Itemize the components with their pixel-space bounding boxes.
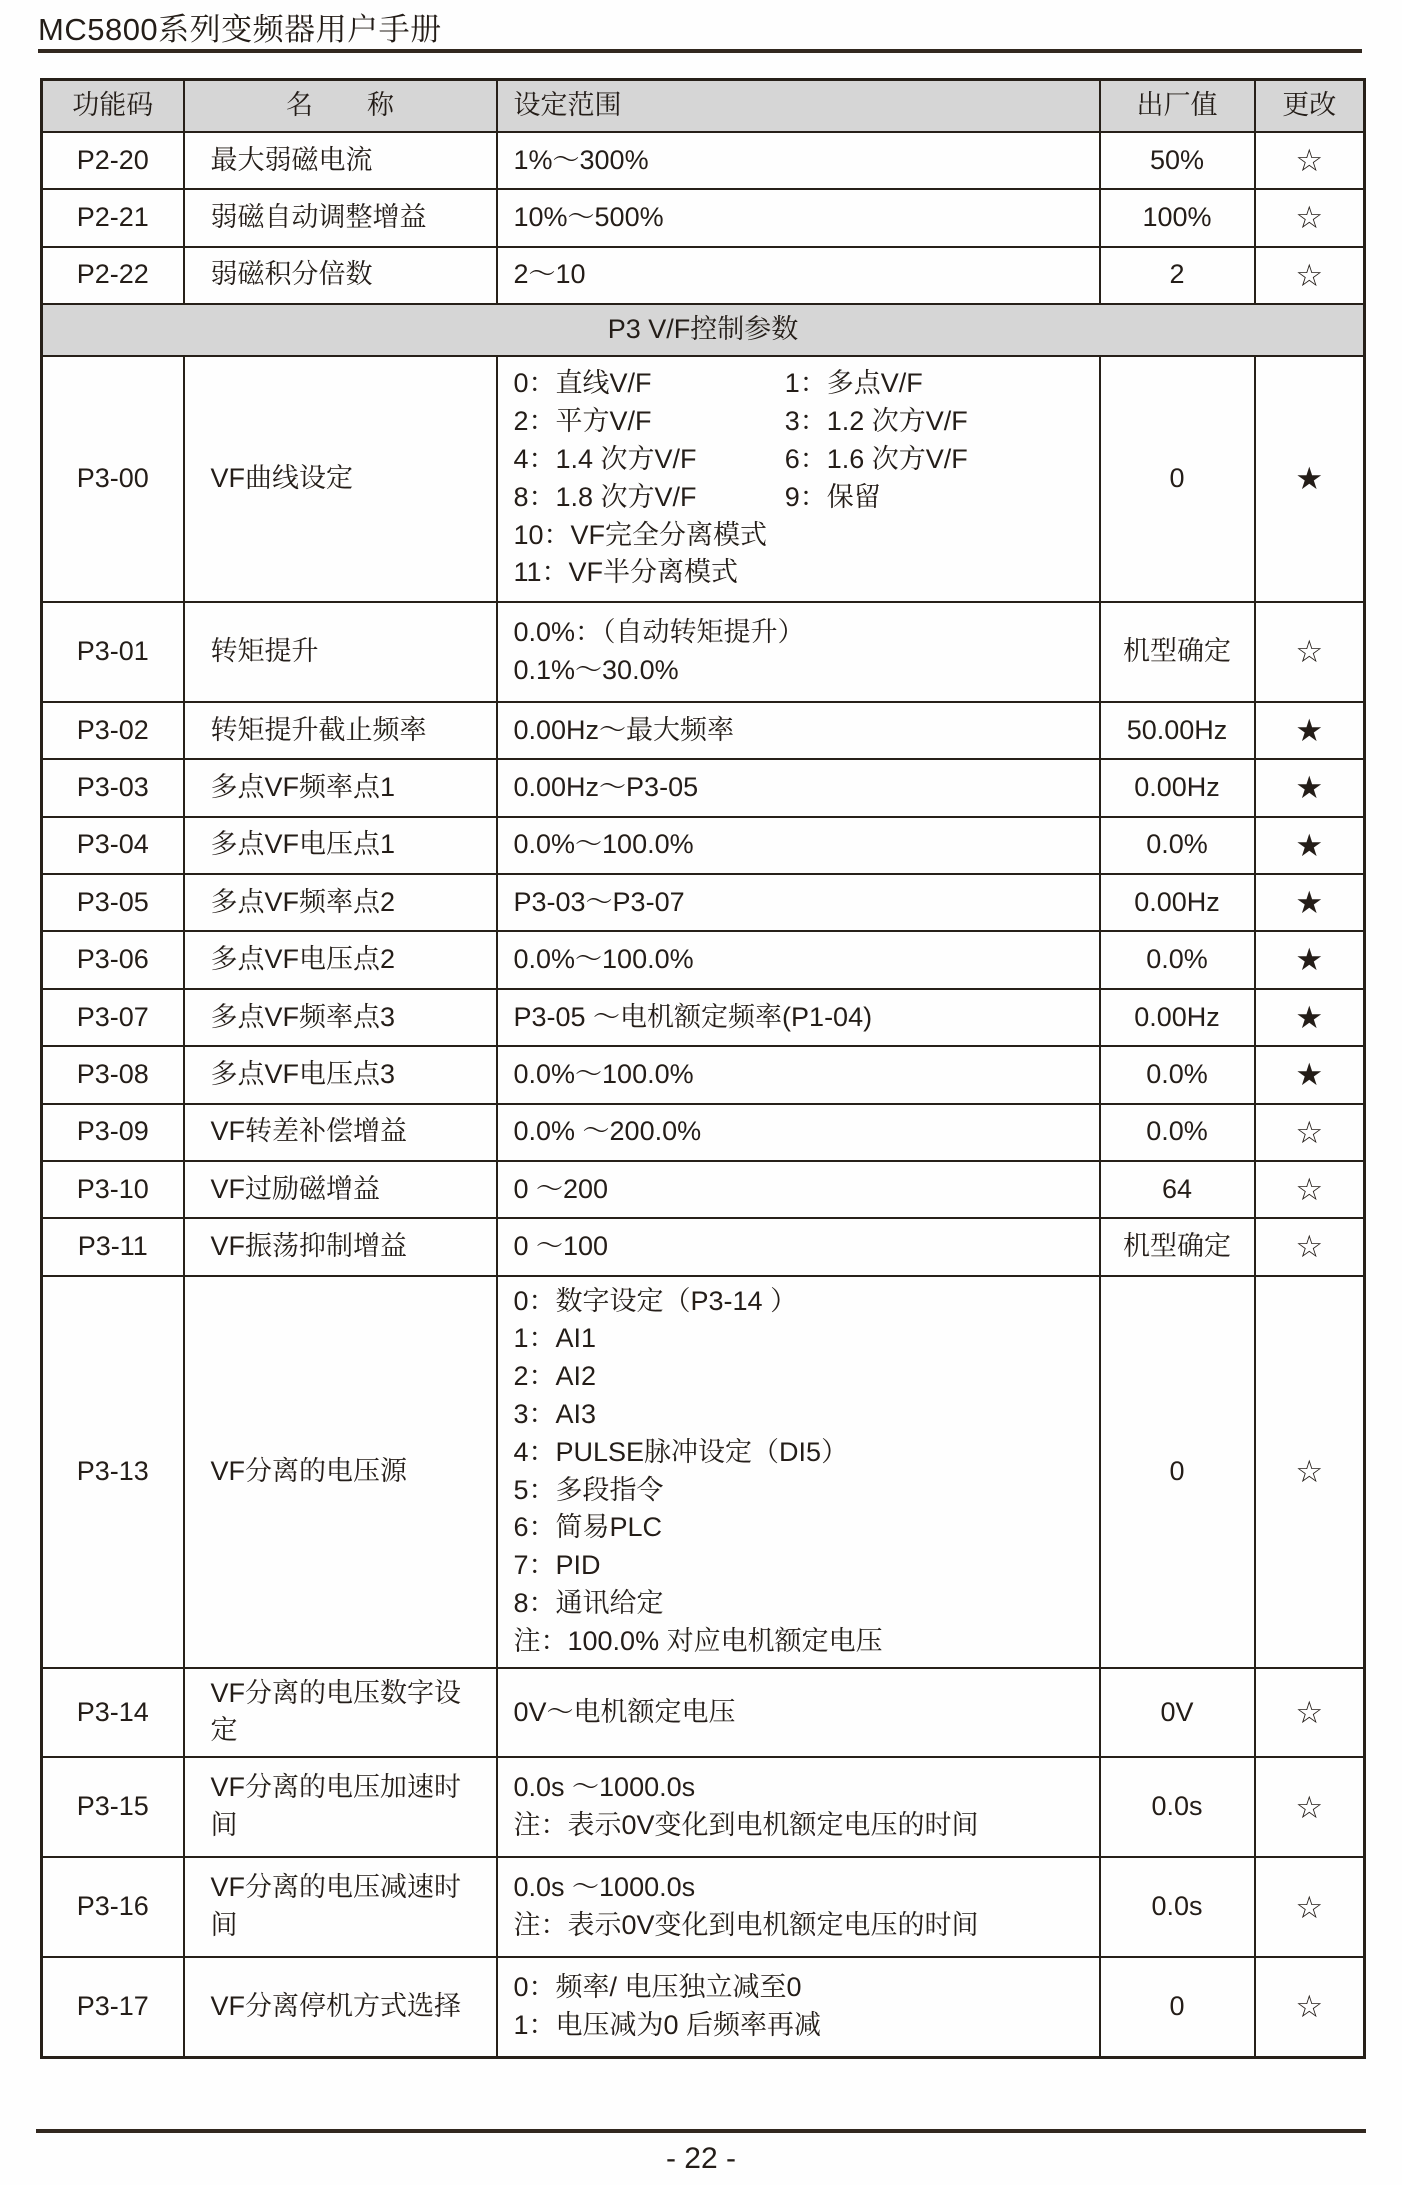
- param-code: P3-05: [42, 874, 184, 931]
- param-range: [497, 1046, 1100, 1103]
- range-line: 0.00Hz～最大频率: [513, 714, 735, 745]
- param-range: [497, 931, 1100, 988]
- range-line: 2：AI2: [513, 1361, 597, 1392]
- param-range: [497, 602, 1100, 702]
- param-name: 多点VF电压点2: [184, 931, 497, 988]
- range-line: 0.0%～100.0%: [513, 944, 694, 975]
- range-line: 8：通讯给定: [513, 1588, 664, 1619]
- range-line: 1：AI1: [513, 1323, 597, 1354]
- range-line: 0 ～100: [513, 1231, 609, 1262]
- param-name: 转矩提升截止频率: [184, 702, 497, 759]
- range-line: 0：频率/ 电压独立减至0: [513, 1972, 802, 2003]
- param-row-P3-16: [42, 1857, 1365, 1957]
- param-row-P3-06: [42, 931, 1365, 988]
- param-name: VF分离的电压加速时间: [184, 1757, 497, 1857]
- range-line: 5：多段指令: [513, 1474, 664, 1505]
- param-code: P3-15: [42, 1757, 184, 1857]
- param-default: 50%: [1100, 132, 1255, 189]
- param-change: ☆: [1255, 1218, 1365, 1275]
- param-row-P3-03: [42, 759, 1365, 816]
- param-name: 弱磁积分倍数: [184, 247, 497, 304]
- param-change: ☆: [1255, 247, 1365, 304]
- parameter-table: [40, 78, 1366, 2059]
- column-header-default: 出厂值: [1100, 80, 1255, 132]
- param-row-P3-14: [42, 1668, 1365, 1758]
- param-row-P2-22: [42, 247, 1365, 304]
- param-code: P3-17: [42, 1957, 184, 2057]
- param-range: [497, 1104, 1100, 1161]
- column-header-name: 名 称: [184, 80, 497, 132]
- param-row-P3-08: [42, 1046, 1365, 1103]
- range-line: 3：AI3: [513, 1399, 597, 1430]
- param-range: [497, 759, 1100, 816]
- range-line: 注：100.0% 对应电机额定电压: [513, 1625, 883, 1656]
- range-line: P3-05 ～电机额定频率(P1-04): [513, 1001, 873, 1032]
- param-change: ☆: [1255, 1161, 1365, 1218]
- param-row-P3-13: [42, 1276, 1365, 1668]
- param-code: P3-11: [42, 1218, 184, 1275]
- param-name: VF振荡抑制增益: [184, 1218, 497, 1275]
- param-change: ★: [1255, 1046, 1365, 1103]
- param-range: [497, 702, 1100, 759]
- range-option: 3：1.2 次方V/F: [784, 406, 968, 437]
- param-range: [497, 1161, 1100, 1218]
- param-change: ★: [1255, 817, 1365, 874]
- param-change: ★: [1255, 759, 1365, 816]
- param-change: ☆: [1255, 1857, 1365, 1957]
- range-line: [514, 441, 1091, 479]
- param-range: [497, 132, 1100, 189]
- param-row-P3-11: [42, 1218, 1365, 1275]
- range-line: P3-03～P3-07: [513, 886, 685, 917]
- param-row-P3-10: [42, 1161, 1365, 1218]
- param-default: 0V: [1100, 1668, 1255, 1758]
- param-default: 0: [1100, 1276, 1255, 1668]
- param-code: P3-04: [42, 817, 184, 874]
- range-line: 1%～300%: [513, 144, 649, 175]
- range-line: [514, 479, 1091, 517]
- param-change: ☆: [1255, 132, 1365, 189]
- param-range: [497, 1757, 1100, 1857]
- param-change: ☆: [1255, 602, 1365, 702]
- param-default: 0.0%: [1100, 1046, 1255, 1103]
- param-range: [497, 1276, 1100, 1668]
- range-line: 0.0%～100.0%: [513, 829, 694, 860]
- param-default: 0.0%: [1100, 1104, 1255, 1161]
- param-name: 多点VF电压点1: [184, 817, 497, 874]
- doc-title: MC5800系列变频器用户手册: [38, 12, 442, 47]
- param-row-P3-17: [42, 1957, 1365, 2057]
- param-name: VF转差补偿增益: [184, 1104, 497, 1161]
- range-option: 2：平方V/F: [513, 406, 652, 437]
- param-range: [497, 247, 1100, 304]
- param-row-P3-00: [42, 356, 1365, 602]
- range-option: 8：1.8 次方V/F: [513, 481, 697, 512]
- param-default: 0.0s: [1100, 1757, 1255, 1857]
- range-option: 9：保留: [784, 481, 881, 512]
- param-code: P3-16: [42, 1857, 184, 1957]
- param-name: 转矩提升: [184, 602, 497, 702]
- param-change: ☆: [1255, 1104, 1365, 1161]
- param-code: P3-06: [42, 931, 184, 988]
- range-line: 0.0% ～200.0%: [513, 1116, 702, 1147]
- param-name: 多点VF电压点3: [184, 1046, 497, 1103]
- range-line: 0.00Hz～P3-05: [513, 771, 699, 802]
- param-row-P3-15: [42, 1757, 1365, 1857]
- param-default: 0.0%: [1100, 931, 1255, 988]
- range-option: 0：直线V/F: [513, 368, 652, 399]
- page-number: - 22 -: [665, 2142, 737, 2175]
- param-default: 0.0%: [1100, 817, 1255, 874]
- header-rule: [38, 49, 1362, 53]
- param-name: 多点VF频率点3: [184, 989, 497, 1046]
- param-name: VF分离停机方式选择: [184, 1957, 497, 2057]
- range-line: 1：电压减为0 后频率再减: [513, 2009, 822, 2040]
- param-row-P3-04: [42, 817, 1365, 874]
- range-option: 4：1.4 次方V/F: [513, 443, 697, 474]
- param-name: VF过励磁增益: [184, 1161, 497, 1218]
- param-code: P3-10: [42, 1161, 184, 1218]
- param-row-P3-05: [42, 874, 1365, 931]
- param-code: P3-13: [42, 1276, 184, 1668]
- param-default: 2: [1100, 247, 1255, 304]
- range-line: 10%～500%: [513, 201, 664, 232]
- param-change: ☆: [1255, 1757, 1365, 1857]
- param-change: ☆: [1255, 189, 1365, 246]
- range-line: 注：表示0V变化到电机额定电压的时间: [513, 1810, 979, 1841]
- param-name: 弱磁自动调整增益: [184, 189, 497, 246]
- param-code: P2-22: [42, 247, 184, 304]
- param-name: 多点VF频率点1: [184, 759, 497, 816]
- param-range: [497, 189, 1100, 246]
- param-code: P3-00: [42, 356, 184, 602]
- param-change: ★: [1255, 989, 1365, 1046]
- param-range: [497, 1957, 1100, 2057]
- column-header-code: 功能码: [42, 80, 184, 132]
- param-change: ☆: [1255, 1276, 1365, 1668]
- param-code: P2-20: [42, 132, 184, 189]
- param-range: [497, 1857, 1100, 1957]
- range-line: 6：简易PLC: [513, 1512, 663, 1543]
- param-name: VF曲线设定: [184, 356, 497, 602]
- param-default: 64: [1100, 1161, 1255, 1218]
- param-code: P3-09: [42, 1104, 184, 1161]
- param-default: 100%: [1100, 189, 1255, 246]
- param-name: 多点VF频率点2: [184, 874, 497, 931]
- table-header-row: [42, 80, 1365, 132]
- range-line: 4：PULSE脉冲设定（DI5）: [513, 1436, 849, 1467]
- range-line: 11：VF半分离模式: [513, 557, 739, 588]
- param-default: 0: [1100, 356, 1255, 602]
- param-range: [497, 874, 1100, 931]
- param-range: [497, 1668, 1100, 1758]
- param-default: 0.00Hz: [1100, 989, 1255, 1046]
- param-code: P3-07: [42, 989, 184, 1046]
- param-code: P3-14: [42, 1668, 184, 1758]
- param-change: ★: [1255, 931, 1365, 988]
- range-line: 2～10: [513, 259, 586, 290]
- range-line: 7：PID: [513, 1550, 601, 1581]
- param-code: P2-21: [42, 189, 184, 246]
- param-row-P3-07: [42, 989, 1365, 1046]
- param-range: [497, 356, 1100, 602]
- param-name: VF分离的电压减速时间: [184, 1857, 497, 1957]
- param-name: 最大弱磁电流: [184, 132, 497, 189]
- param-default: 机型确定: [1100, 602, 1255, 702]
- range-line: 0 ～200: [513, 1173, 609, 1204]
- range-line: 0.0%：（自动转矩提升）: [513, 616, 805, 647]
- range-line: 0.0s ～1000.0s: [513, 1772, 696, 1803]
- param-row-P3-02: [42, 702, 1365, 759]
- param-change: ★: [1255, 874, 1365, 931]
- param-default: 0.00Hz: [1100, 759, 1255, 816]
- range-option: 6：1.6 次方V/F: [784, 443, 968, 474]
- param-change: ☆: [1255, 1668, 1365, 1758]
- range-line: [514, 365, 1091, 403]
- param-default: 0.00Hz: [1100, 874, 1255, 931]
- param-default: 机型确定: [1100, 1218, 1255, 1275]
- section-label: P3 V/F控制参数: [42, 304, 1365, 356]
- param-change: ★: [1255, 702, 1365, 759]
- column-header-range: 设定范围: [497, 80, 1100, 132]
- range-line: 0.1%～30.0%: [513, 654, 679, 685]
- range-line: 10：VF完全分离模式: [513, 519, 768, 550]
- range-line: 0：数字设定（P3-14 ）: [513, 1285, 798, 1316]
- range-line: 0.0%～100.0%: [513, 1058, 694, 1089]
- param-change: ☆: [1255, 1957, 1365, 2057]
- range-option: 1：多点V/F: [784, 368, 923, 399]
- section-row: [42, 304, 1365, 356]
- param-code: P3-02: [42, 702, 184, 759]
- param-range: [497, 989, 1100, 1046]
- param-default: 0.0s: [1100, 1857, 1255, 1957]
- param-name: VF分离的电压源: [184, 1276, 497, 1668]
- param-change: ★: [1255, 356, 1365, 602]
- param-default: 0: [1100, 1957, 1255, 2057]
- range-line: 注：表示0V变化到电机额定电压的时间: [513, 1910, 979, 1941]
- column-header-change: 更改: [1255, 80, 1365, 132]
- footer-rule: [36, 2129, 1366, 2133]
- param-name: VF分离的电压数字设定: [184, 1668, 497, 1758]
- param-range: [497, 817, 1100, 874]
- range-line: 0V～电机额定电压: [513, 1696, 736, 1727]
- param-row-P2-20: [42, 132, 1365, 189]
- param-default: 50.00Hz: [1100, 702, 1255, 759]
- param-code: P3-01: [42, 602, 184, 702]
- param-row-P3-01: [42, 602, 1365, 702]
- range-line: [514, 403, 1091, 441]
- param-code: P3-03: [42, 759, 184, 816]
- range-line: 0.0s ～1000.0s: [513, 1872, 696, 1903]
- param-range: [497, 1218, 1100, 1275]
- param-row-P3-09: [42, 1104, 1365, 1161]
- param-row-P2-21: [42, 189, 1365, 246]
- param-code: P3-08: [42, 1046, 184, 1103]
